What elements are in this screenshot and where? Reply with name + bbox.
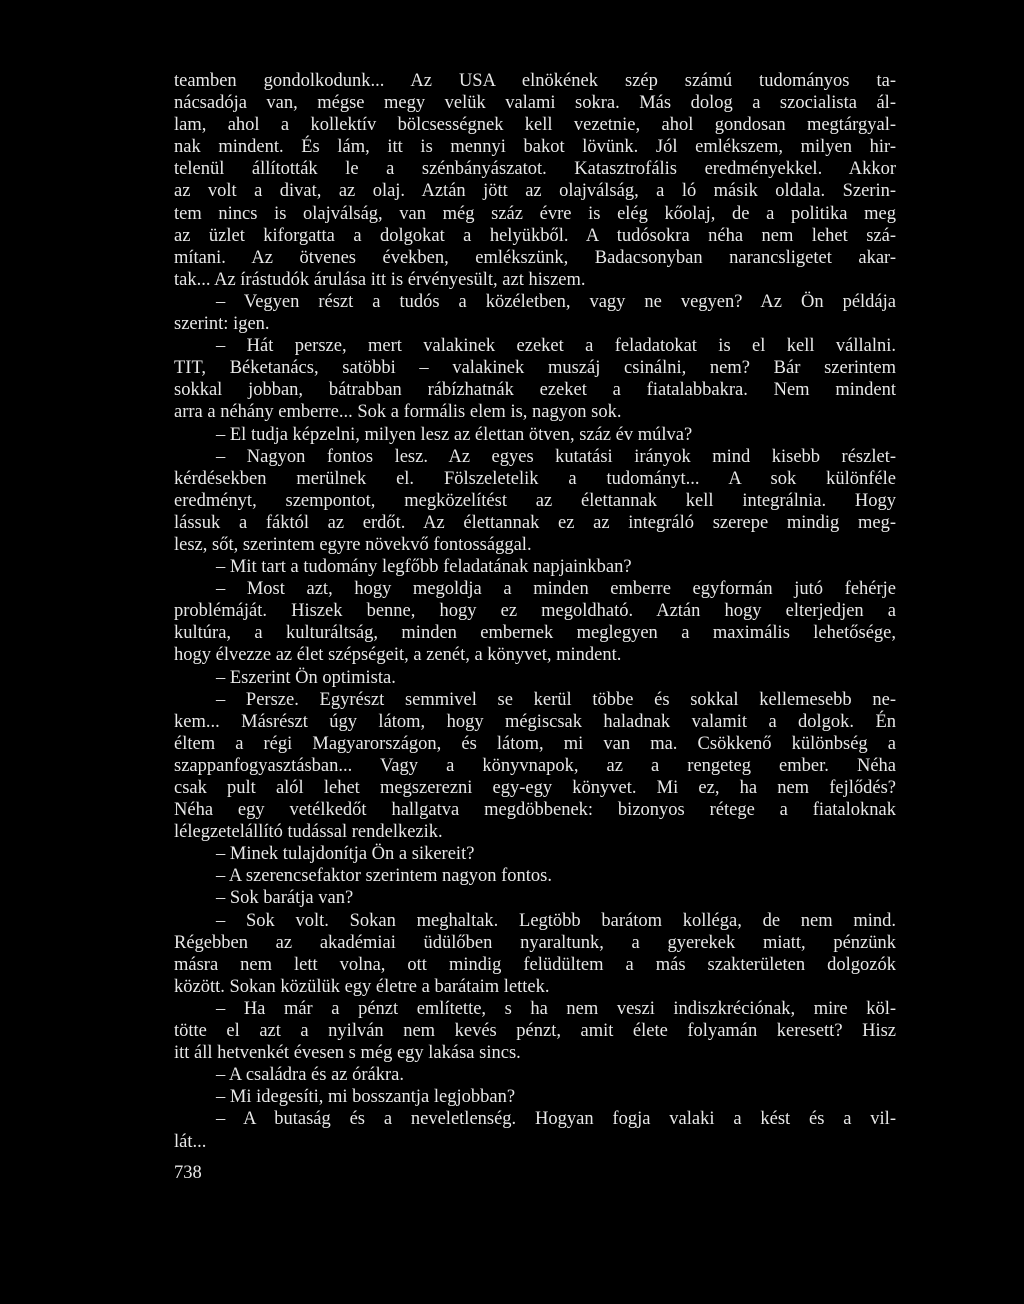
text-line: az üzlet kiforgatta a dolgokat a helyükből. A tudósokra néha nem lehet szá- [174,225,896,246]
text-line: kem... Másrészt úgy látom, hogy mégiscsak haladnak valamit a dolgok. Én [174,711,896,732]
text-line: másra nem lett volna, ott mindig felüdültem a más szakterületen dolgozók [174,954,896,975]
text-line: Régebben az akadémiai üdülőben nyaraltunk, a gyerekek miatt, pénzünk [174,932,896,953]
text-line: között. Sokan közülük egy életre a barátaim lettek. [174,976,550,997]
text-line: problémáját. Hiszek benne, hogy ez megoldható. Aztán hogy elterjedjen a [174,601,896,622]
text-line: – Ha már a pénzt említette, s ha nem veszi indiszkréciónak, mire köl- [216,998,896,1019]
text-line: szappanfogyasztásban... Vagy a könyvnapok, az a rengeteg ember. Néha [174,755,896,776]
text-line: tak... Az írástudók árulása itt is érvényesült, azt hiszem. [174,269,586,290]
text-line: lam, ahol a kollektív bölcsességnek kell vezetnie, ahol gondosan megtárgyal- [174,115,896,136]
text-line: – Mi idegesíti, mi bosszantja legjobban? [216,1087,516,1108]
text-line: eredményt, szempontot, megközelítést az élettannak kell integrálnia. Hogy [174,490,896,511]
text-line: – A szerencsefaktor szerintem nagyon fontos. [216,866,552,887]
text-line: éltem a régi Magyarországon, és látom, mi van ma. Csökkenő különbség a [174,733,896,754]
text-line: tem nincs is olajválság, van még száz évre is elég kőolaj, de a politika meg [174,203,896,224]
text-line: arra a néhány emberre... Sok a formális elem is, nagyon sok. [174,402,622,423]
text-line: nak mindent. És lám, itt is mennyi bakot lövünk. Jól emlékszem, milyen hir- [174,137,896,158]
text-line: telenül állították le a szénbányászatot. Katasztrofális eredményekkel. Akkor [174,159,896,180]
text-line: – Sok volt. Sokan meghaltak. Legtöbb barátom kolléga, de nem mind. [216,910,896,931]
text-line: – A butaság és a neveletlenség. Hogyan fogja valaki a kést és a vil- [216,1109,896,1130]
text-line: – Hát persze, mert valakinek ezeket a feladatokat is el kell vállalni. [216,336,896,357]
text-line: – Vegyen részt a tudós a közéletben, vagy ne vegyen? Az Ön példája [216,291,896,312]
text-line: kultúra, a kulturáltság, minden embernek meglegyen a maximális lehetősége, [174,623,896,644]
page-number: 738 [174,1163,202,1183]
text-line: csak pult alól lehet megszerezni egy-egy könyvet. Mi ez, ha nem fejlődés? [174,778,896,798]
text-line: sokkal jobban, bátrabban rábízhatnák ezeket a fiatalabbakra. Nem mindent [174,380,896,401]
page-body-text [174,70,896,1153]
text-line: lássuk a fáktól az erdőt. Az élettannak ez az integráló szerepe mindig meg- [174,512,896,533]
text-line: lélegzetelállító tudással rendelkezik. [174,822,443,843]
text-line: – El tudja képzelni, milyen lesz az élettan ötven, száz év múlva? [216,424,693,445]
text-line: itt áll hetvenkét évesen s még egy lakása sincs. [174,1043,521,1064]
text-line: – Sok barátja van? [216,888,354,909]
text-line: – Minek tulajdonítja Ön a sikereit? [216,844,475,865]
text-line: – A családra és az órákra. [216,1065,404,1086]
text-line: – Mit tart a tudomány legfőbb feladatának napjainkban? [216,557,632,578]
text-line: – Eszerint Ön optimista. [216,667,396,688]
text-line: lesz, sőt, szerintem egyre növekvő fontossággal. [174,534,532,555]
text-line: nácsadója van, mégse megy velük valami sokra. Más dolog a szocialista ál- [174,93,896,114]
text-line: kérdésekben merülnek el. Fölszeletelik a tudományt... A sok különféle [174,468,896,489]
text-line: TIT, Béketanács, satöbbi – valakinek muszáj csinálni, nem? Bár szerintem [174,358,896,379]
text-line: tötte el azt a nyilván nem kevés pénzt, amit élete folyamán keresett? Hisz [174,1021,896,1042]
text-line: – Persze. Egyrészt semmivel se kerül többe és sokkal kellemesebb ne- [216,689,896,710]
text-line: lát... [174,1131,207,1152]
text-line: teamben gondolkodunk... Az USA elnökének szép számú tudományos ta- [174,71,896,91]
text-line: az volt a divat, az olaj. Aztán jött az olajválság, a ló másik oldala. Szerin- [174,181,896,202]
text-line: mítani. Az ötvenes években, emlékszünk, Badacsonyban narancsligetet akar- [174,247,896,268]
text-line: hogy élvezze az élet szépségeit, a zenét, a könyvet, mindent. [174,645,622,666]
text-line: szerint: igen. [174,314,270,335]
text-line: – Nagyon fontos lesz. Az egyes kutatási irányok mind kisebb részlet- [216,446,896,467]
text-line: Néha egy vetélkedőt hallgatva megdöbbenek: bizonyos rétege a fiataloknak [174,800,896,821]
text-line: – Most azt, hogy megoldja a minden emberre egyformán jutó fehérje [216,579,896,600]
